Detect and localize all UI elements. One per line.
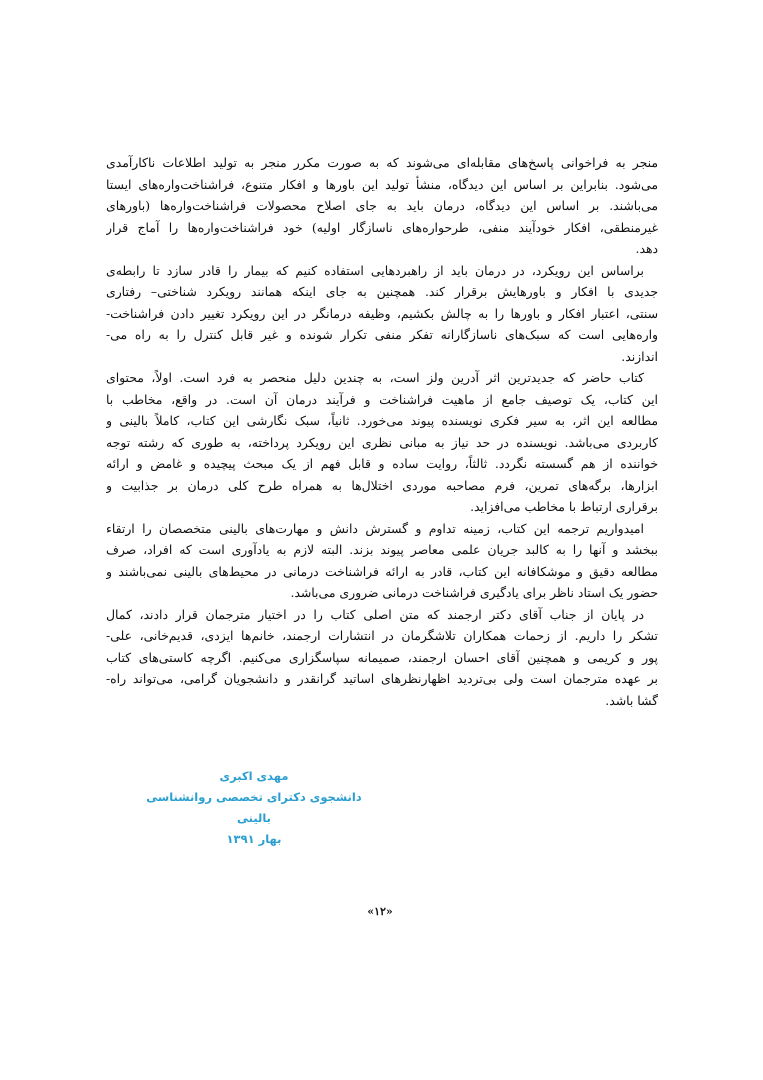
text-line: جدیدی با افکار و باورهایش برقرار کند. همچنین به جای اینکه همانند رویکرد شناختی– رفتاری [106,284,658,299]
text-line: اندازند. [621,348,658,364]
text-line: واره‌هایی است که سبک‌های ناسازگارانه تفکر منفی تکرار شونده و غیر قابل کنترل را به راه می- [106,327,658,342]
paragraph [106,518,658,604]
text-line: مطالعه این اثر، به سیر فکری نویسنده پیوند می‌خورد. ثانیاً، سبک نگارشی این کتاب، کاملاً بالینی و [106,413,658,428]
text-line: مطالعه دقیق و موشکافانه این کتاب، قادر به ارائه فراشناخت درمانی در محیط‌های بالینی نمی‌باشند و [106,563,658,579]
text-line: سنتی، اعتبار افکار و باورها را به چالش بکشیم، وظیفه درمانگر در این رویکرد تغییر دادن فراشناخت- [106,305,658,321]
text-line: حضور یک استاد ناظر برای یادگیری فراشناخت درمانی ضروری می‌باشد. [290,585,658,600]
text-line: ببخشد و آنها را به کالبد جریان علمی معاصر پیوند بزند. البته لازم به یادآوری است که افراد، صرف [106,542,658,557]
paragraph [106,152,658,260]
text-line: تشکر را داریم. از زحمات همکاران تلاشگرمان در انتشارات ارجمند، خانم‌ها ایزدی، قدیم‌خانی، علی- [106,628,658,643]
text-line: گشا باشد. [605,692,658,708]
translator-title: دانشجوی دکترای تخصصی روانشناسی بالینی [146,790,362,825]
preface-body [106,152,658,711]
text-line: بر عهده مترجمان است ولی بی‌تردید اظهارنظرهای اساتید گرانقدر و دانشجویان گرامی، می‌تواند راه- [106,671,658,686]
text-line: امیدواریم ترجمه این کتاب، زمینه تداوم و گسترش دانش و مهارت‌های بالینی متخصصان را ارتقاء [106,520,644,536]
text-line: خواننده از هم گسسته نگردد. ثالثاً، روایت ساده و قابل فهم از یک مبحث پیچیده و غامض و ارائه [106,456,658,471]
text-line: کاربردی می‌باشد. نویسنده در حد نیاز به مبانی نظری این رویکرد پرداخته، به طوری که رشته توجه [106,434,658,450]
text-line: می‌شود. بنابراین بر اساس این دیدگاه، منشأ تولید این باورها و افکار متنوع، فراشناخت‌واره‌های ایستا [106,176,658,192]
text-line: می‌باشند. بر اساس این دیدگاه، درمان باید به جای اصلاح محصولات فراشناخت‌واره‌ها (باورهای [106,198,658,213]
text-line: پور و کریمی و همچنین آقای احسان ارجمند، صمیمانه سپاسگزاری می‌کنیم. اگرچه کاستی‌های کتاب [106,649,658,665]
signature-date: بهار ۱۳۹۱ [226,832,282,846]
translator-name: مهدی اکبری [219,769,289,783]
text-line: منجر به فراخوانی پاسخ‌های مقابله‌ای می‌شوند که به صورت مکرر منجر به تولید اطلاعات ناکارآمدی [106,155,658,170]
paragraph [106,367,658,518]
text-line: برقراری ارتباط با مخاطب می‌افزاید. [470,499,658,514]
text-line: این کتاب، یک توصیف جامع از ماهیت فراشناخت و فرآیند درمان آن است. در واقع، مخاطب با [106,391,658,407]
text-line: غیرمنطقی، افکار خودآیند منفی، طرحواره‌های ناسازگار اولیه) خود فراشناخت‌واره‌ها را آماج قرار [106,219,658,235]
translator-signature [134,766,374,850]
page-number: «۱۲» [367,905,393,918]
text-line: در پایان از جناب آقای دکتر ارجمند که متن اصلی کتاب را در اختیار مترجمان قرار دادند، کمال [106,606,644,622]
text-line: کتاب حاضر که جدیدترین اثر آدرین ولز است، به چندین دلیل منحصر به فرد است. اولاً، محتوای [106,370,644,385]
text-line: براساس این رویکرد، در درمان باید از راهبردهایی استفاده کنیم که بیمار را قادر سازد تا رابطه‌ی [106,262,644,278]
paragraph [106,604,658,712]
text-line: دهد. [635,241,658,256]
text-line: ابزارها، برگه‌های تمرین، فرم مصاحبه موردی اختلال‌ها به همراه طرح کلی درمان بر جذابیت و [106,477,658,493]
paragraph [106,260,658,368]
